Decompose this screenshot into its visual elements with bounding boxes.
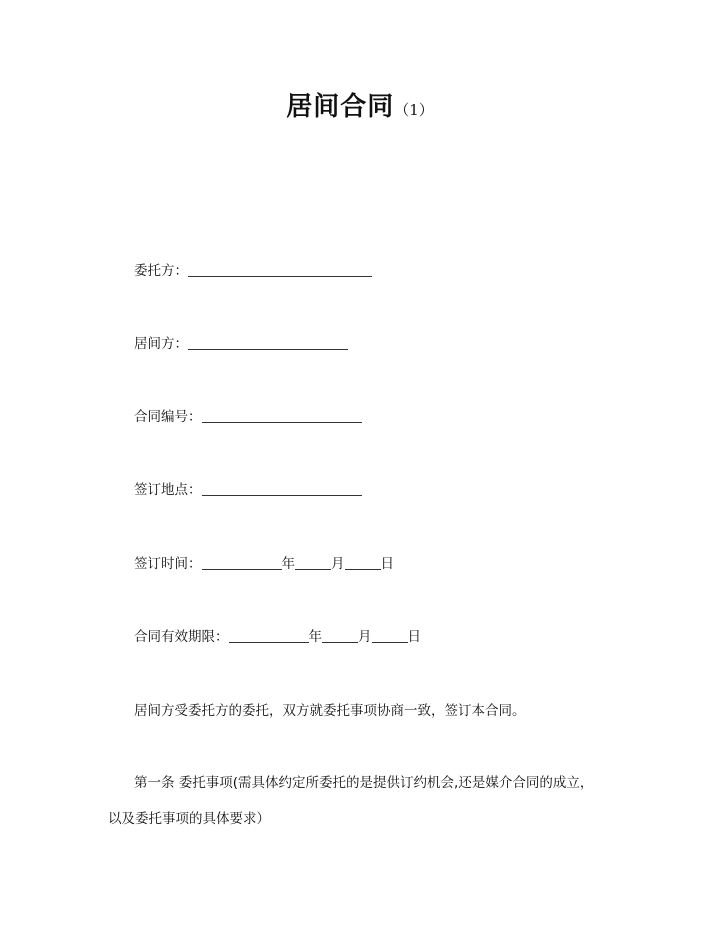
contract-no-blank[interactable]	[202, 408, 362, 423]
intermediary-blank[interactable]	[188, 335, 348, 350]
sign-time-label: 签订时间：	[134, 556, 202, 572]
contract-no-field	[134, 408, 362, 426]
intermediary-label: 居间方：	[134, 336, 188, 352]
intro-paragraph: 居间方受委托方的委托，双方就委托事项协商一致，签订本合同。	[134, 703, 526, 719]
sign-place-field	[134, 481, 362, 499]
sign-place-label: 签订地点：	[134, 482, 202, 498]
contract-no-label: 合同编号：	[134, 409, 202, 425]
document-title: 居间合同（1）	[286, 92, 434, 122]
sign-day-blank[interactable]	[345, 555, 381, 570]
client-field	[134, 262, 372, 280]
validity-month-blank[interactable]	[322, 628, 358, 643]
client-blank[interactable]	[188, 262, 372, 277]
validity-year-blank[interactable]	[229, 628, 309, 643]
intermediary-field	[134, 335, 348, 353]
sign-month-blank[interactable]	[295, 555, 331, 570]
article-1-line-2: 以及委托事项的具体要求）	[108, 811, 270, 827]
sign-place-blank[interactable]	[202, 481, 362, 496]
client-label: 委托方：	[134, 263, 188, 279]
sign-year-blank[interactable]	[202, 555, 282, 570]
validity-label: 合同有效期限：	[134, 629, 229, 645]
validity-day-blank[interactable]	[372, 628, 408, 643]
validity-field: 合同有效期限： 年 月 日	[134, 629, 421, 645]
sign-time-field: 签订时间： 年 月 日	[134, 556, 394, 572]
article-1-line-1: 第一条 委托事项(需具体约定所委托的是提供订约机会,还是媒介合同的成立，	[134, 775, 594, 791]
